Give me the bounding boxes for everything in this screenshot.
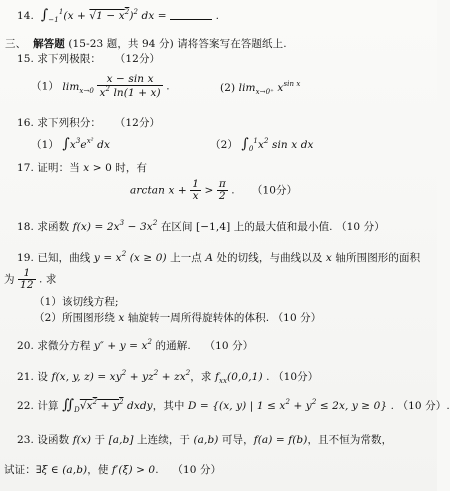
question-20: 20. 求微分方程 $y'' + y = x^2$ 的通解. （10 分）	[17, 338, 254, 352]
question-15-part-2: (2) $\lim_{x\to 0^+} x^{sin x}$	[220, 80, 301, 96]
question-18: 18. 求函数 $f(x) = 2x^3 - 3x^2$ 在区间 [−1,4] 上的最大值和最小值. （10 分）	[17, 219, 385, 233]
question-19-part-1: （1）该切线方程;	[34, 296, 119, 308]
question-19-part-2: （2）所围图形绕 x 轴旋转一周所得旋转体的体积. （10 分）	[34, 312, 322, 324]
question-16: 16. 求下列积分： （12分）	[17, 117, 161, 129]
question-23-cont: 试证：∃ξ ∈ (a,b)，使 f′(ξ) > 0. （10 分）	[4, 464, 222, 476]
question-15-part-1: （1） $\lim_{x\to 0}$ $\frac{\text{x − sin x}}{x^2 \ln(1 + x)}$ .	[31, 73, 170, 100]
question-17: 17. 证明：当 x > 0 时，有	[17, 162, 148, 174]
question-19-cont: 为 $\frac{1}{12}$ . 求	[4, 267, 57, 292]
question-14: 14. $\int_{-1}^1(x + √1 - x^2)^2$ dx = .	[17, 7, 220, 24]
section-3-header: 三、 解答题 (15-23 题，共 94 分) 请将答案写在答题纸上.	[5, 38, 287, 50]
question-23: 23. 设函数 f(x) 于 [a,b] 上连续，于 (a,b) 可导，f(a) = f(b)，且不恒为常数，	[17, 434, 393, 446]
question-16-part-1: （1） $\int x^3e^{x^2}$ dx	[31, 136, 110, 152]
question-17-formula: arctan x + $\frac{1}{x}$ > $\frac{\pi}{2}$ . （10分）	[130, 178, 298, 203]
question-16-part-2: （2） $\int_0^1x^2$ sin x dx	[210, 136, 314, 153]
question-21: 21. 设 f(x, y, $z) = xy^2 + yz^2 + zx^2$，求 $f_{xx}(0,0,1)$ . （10分）	[17, 369, 319, 385]
question-15: 15. 求下列极限： （12分）	[17, 53, 161, 65]
question-22: 22. 计算 $∬_D√x^2 + y^2$ dxdy，其中 D = {(x, y) | $1 \le x^2 + y^2 \le 2x$, y ≥ 0} . （10 分）.	[17, 397, 450, 414]
question-19: 19. 已知，曲线 $y = x^2$ (x ≥ 0) 上一点 A 处的切线，与曲线以及 x 轴所围图形的面积	[17, 250, 421, 264]
